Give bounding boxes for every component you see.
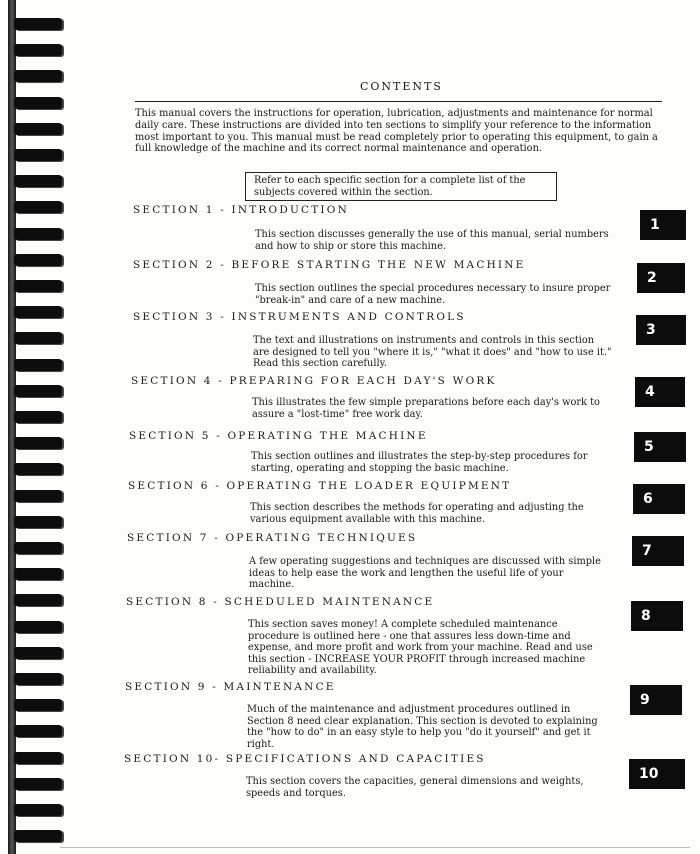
contents-title: CONTENTS bbox=[360, 80, 443, 93]
page-bottom-edge bbox=[60, 847, 690, 848]
binding-ring bbox=[14, 490, 62, 502]
section-description: This section saves money! A complete scheduled maintenance procedure is outlined here - one that assures less down-time and expense, and more profit and work from your machine. Read and use this section - INCREASE YOUR PROFIT through increased machine reliability and availability. bbox=[248, 619, 593, 676]
section-heading: SECTION 3 - INSTRUMENTS AND CONTROLS bbox=[133, 311, 466, 323]
title-rule bbox=[135, 101, 662, 102]
section-tab-1[interactable]: 1 bbox=[640, 210, 686, 240]
reference-note: Refer to each specific section for a complete list of the subjects covered within the section. bbox=[245, 172, 557, 201]
spiral-binding bbox=[0, 0, 70, 854]
binding-ring bbox=[14, 411, 62, 423]
section-tab-8[interactable]: 8 bbox=[631, 601, 683, 631]
section-heading: SECTION 1 - INTRODUCTION bbox=[133, 204, 349, 216]
binding-ring bbox=[14, 332, 62, 344]
section-description: This section describes the methods for operating and adjusting the various equipment available with this machine. bbox=[250, 502, 584, 525]
section-description: This section outlines the special procedures necessary to insure proper "break-in" and care of a new machine. bbox=[255, 283, 611, 306]
binding-ring bbox=[14, 752, 62, 764]
intro-paragraph: This manual covers the instructions for operation, lubrication, adjustments and maintenance for normal daily care. These instructions are divided into ten sections to simplify your reference to the information most important to you. This manual must be read completely prior to operating this equipment, to gain a full knowledge of the machine and its correct normal maintenance and operation. bbox=[135, 108, 658, 155]
section-description: A few operating suggestions and techniques are discussed with simple ideas to help ease the work and lengthen the useful life of your machine. bbox=[249, 556, 601, 590]
binding-ring bbox=[14, 123, 62, 135]
section-heading: SECTION 10- SPECIFICATIONS AND CAPACITIES bbox=[124, 753, 486, 765]
binding-ring bbox=[14, 44, 62, 56]
section-heading: SECTION 6 - OPERATING THE LOADER EQUIPMENT bbox=[128, 480, 512, 492]
section-description: Much of the maintenance and adjustment procedures outlined in Section 8 need clear explanation. This section is devoted to explaining the "how to do" in an easy style to help you "do it yourself" and get it right. bbox=[247, 704, 598, 750]
section-heading: SECTION 8 - SCHEDULED MAINTENANCE bbox=[126, 596, 435, 608]
binding-ring bbox=[14, 70, 62, 82]
binding-ring bbox=[14, 830, 62, 842]
section-tab-10[interactable]: 10 bbox=[629, 759, 685, 789]
binding-ring bbox=[14, 385, 62, 397]
section-tab-2[interactable]: 2 bbox=[637, 263, 685, 293]
binding-ring bbox=[14, 97, 62, 109]
binding-ring bbox=[14, 149, 62, 161]
section-tab-4[interactable]: 4 bbox=[635, 377, 685, 407]
section-description: This section covers the capacities, general dimensions and weights, speeds and torques. bbox=[246, 776, 584, 799]
binding-ring bbox=[14, 437, 62, 449]
section-tab-7[interactable]: 7 bbox=[632, 536, 684, 566]
section-heading: SECTION 2 - BEFORE STARTING THE NEW MACHINE bbox=[133, 259, 526, 271]
section-tab-5[interactable]: 5 bbox=[634, 432, 686, 462]
section-heading: SECTION 4 - PREPARING FOR EACH DAY'S WORK bbox=[131, 375, 497, 387]
section-heading: SECTION 9 - MAINTENANCE bbox=[125, 681, 336, 693]
section-description: This illustrates the few simple preparations before each day's work to assure a "lost-time" free work day. bbox=[252, 397, 600, 420]
binding-ring bbox=[14, 254, 62, 266]
binding-ring bbox=[14, 568, 62, 580]
binding-ring bbox=[14, 359, 62, 371]
section-heading: SECTION 7 - OPERATING TECHNIQUES bbox=[127, 532, 418, 544]
binding-ring bbox=[14, 280, 62, 292]
binding-ring bbox=[14, 516, 62, 528]
binding-ring bbox=[14, 673, 62, 685]
binding-ring bbox=[14, 647, 62, 659]
section-tab-9[interactable]: 9 bbox=[630, 685, 682, 715]
binding-ring bbox=[14, 228, 62, 240]
section-heading: SECTION 5 - OPERATING THE MACHINE bbox=[129, 430, 428, 442]
binding-ring bbox=[14, 463, 62, 475]
binding-ring bbox=[14, 542, 62, 554]
section-tab-3[interactable]: 3 bbox=[636, 315, 686, 345]
binding-ring bbox=[14, 699, 62, 711]
binding-ring bbox=[14, 201, 62, 213]
section-description: This section discusses generally the use of this manual, serial numbers and how to ship or store this machine. bbox=[255, 229, 609, 252]
binding-ring bbox=[14, 175, 62, 187]
binding-ring bbox=[14, 18, 62, 30]
binding-ring bbox=[14, 594, 62, 606]
section-description: This section outlines and illustrates the step-by-step procedures for starting, operating and stopping the basic machine. bbox=[251, 451, 588, 474]
section-description: The text and illustrations on instruments and controls in this section are designed to tell you "where it is," "what it does" and "how to use it." Read this section carefully. bbox=[253, 335, 612, 369]
binding-ring bbox=[14, 621, 62, 633]
binding-ring bbox=[14, 804, 62, 816]
binding-ring bbox=[14, 725, 62, 737]
binding-ring bbox=[14, 306, 62, 318]
section-tab-6[interactable]: 6 bbox=[633, 484, 685, 514]
binding-ring bbox=[14, 778, 62, 790]
